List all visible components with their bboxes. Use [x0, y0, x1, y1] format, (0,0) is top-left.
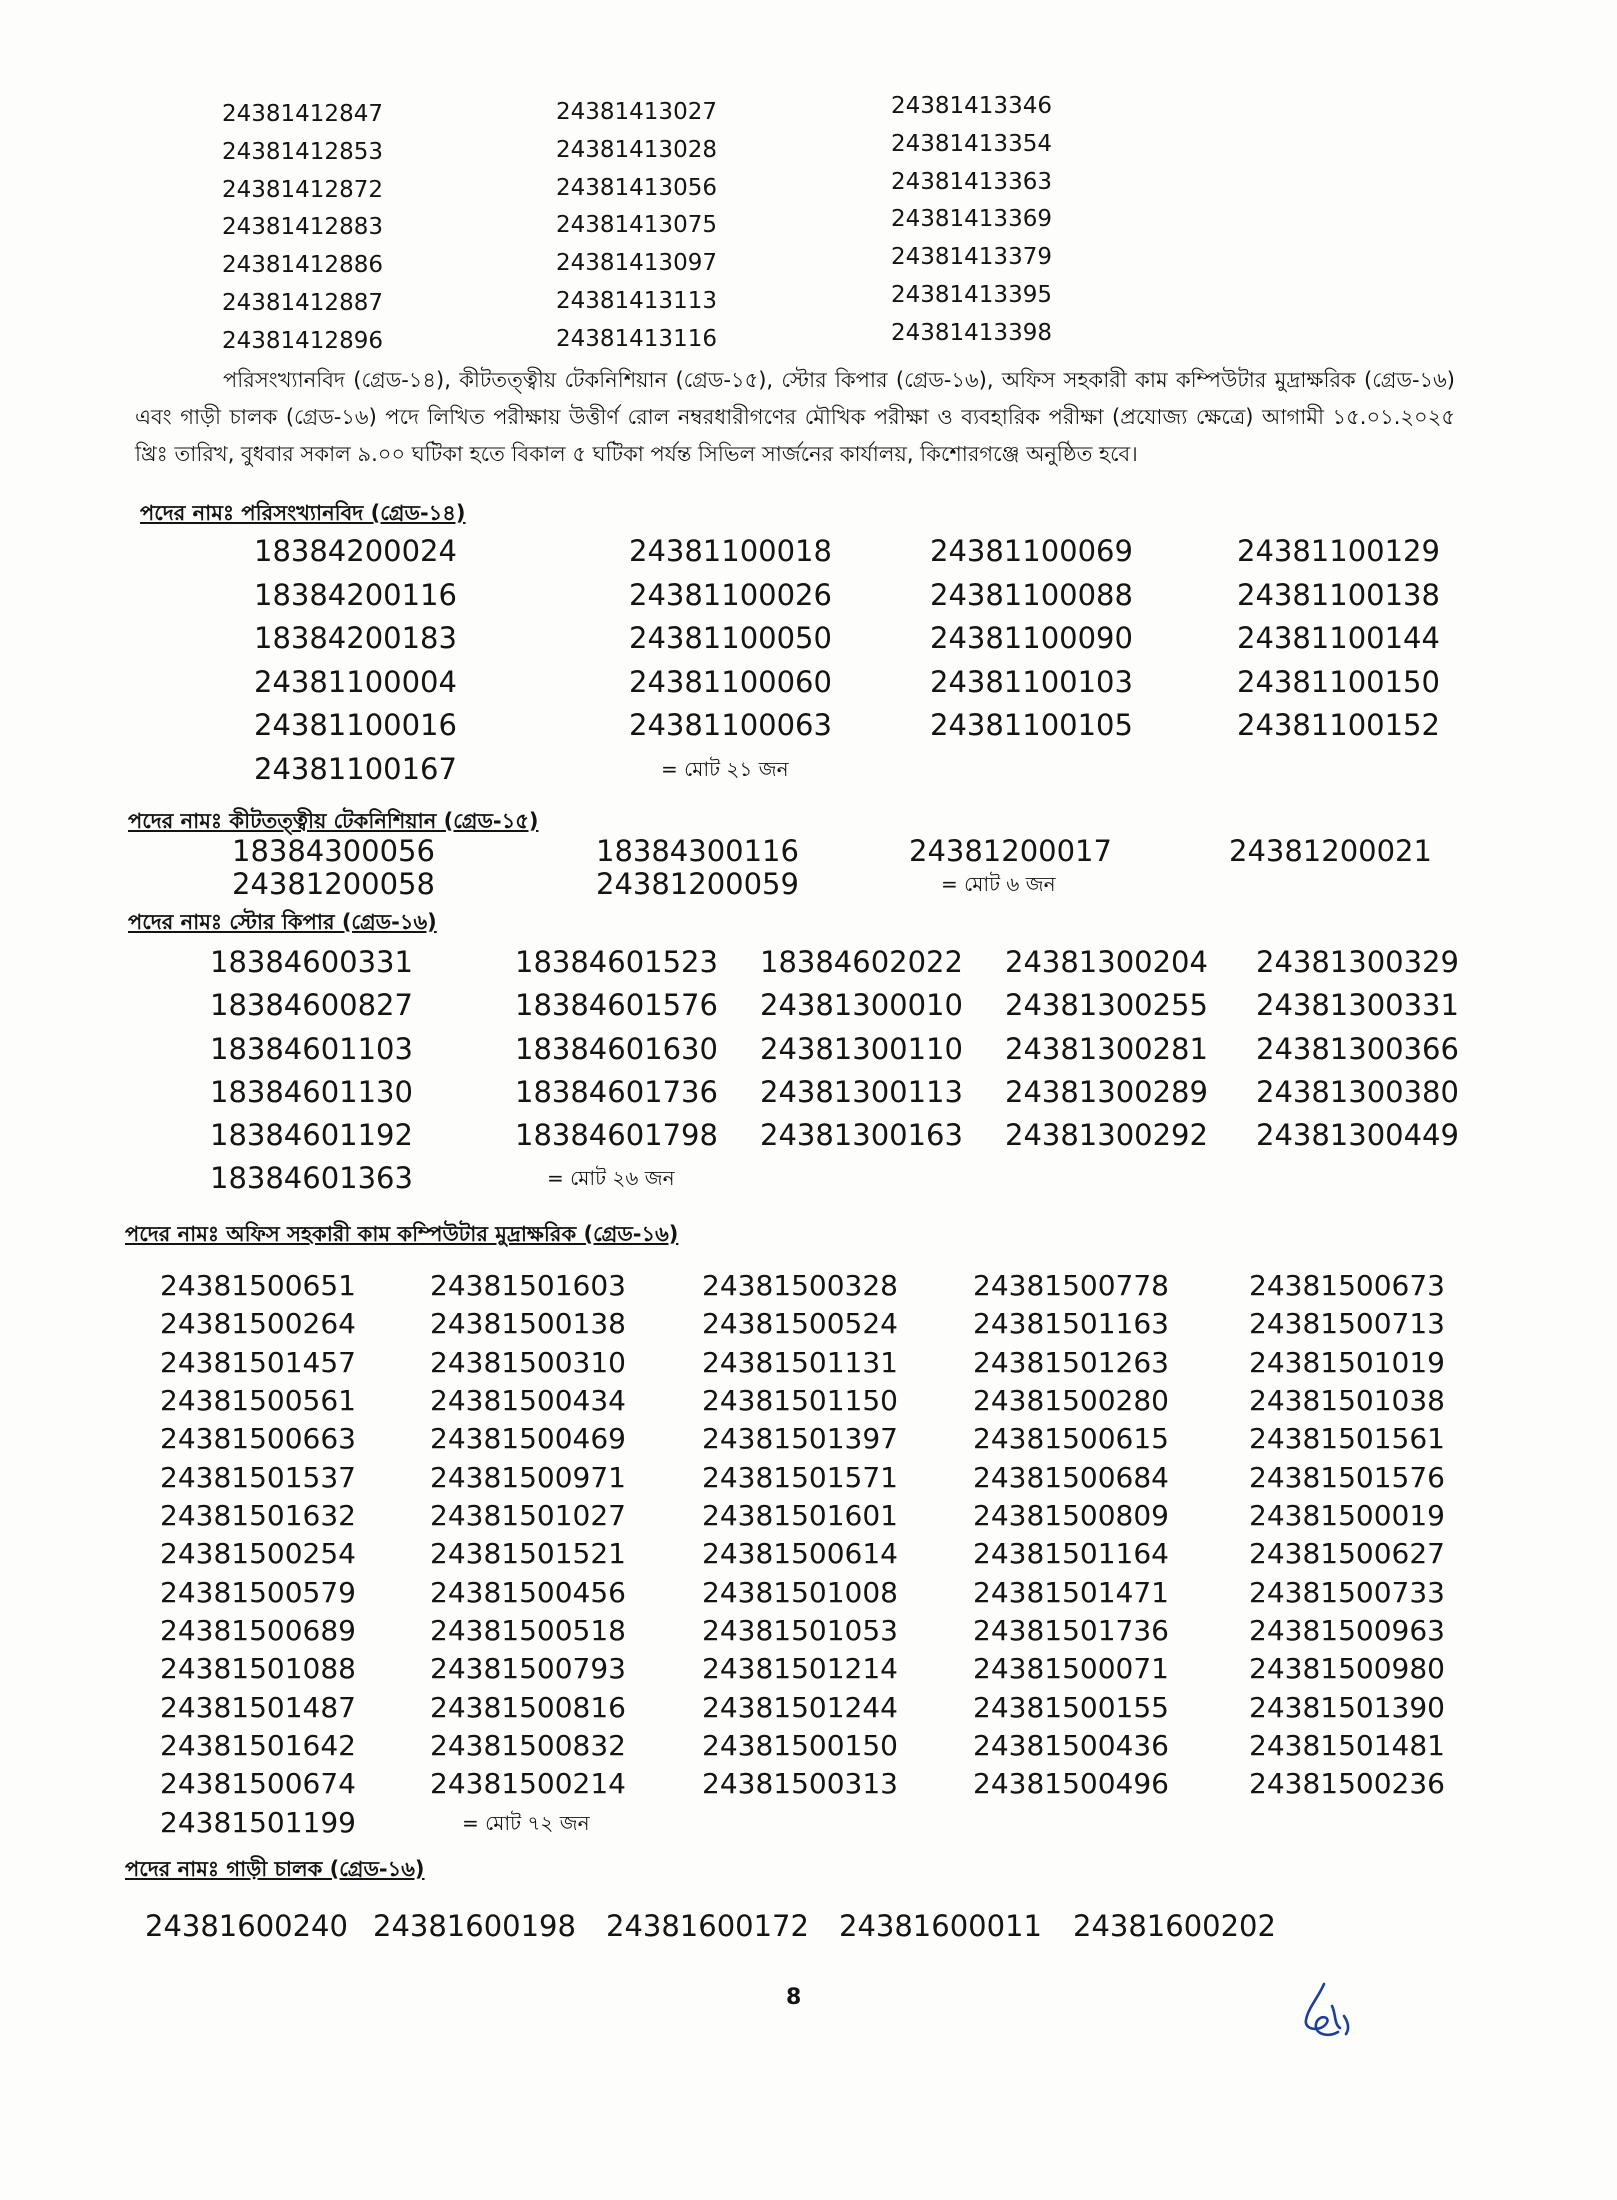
roll-number: 24381100018 [629, 534, 832, 568]
roll-number: 18384200183 [254, 621, 457, 655]
roll-number: 24381501561 [1249, 1422, 1445, 1456]
roll-number: 24381500579 [160, 1575, 356, 1609]
top-roll-column-1 [222, 96, 556, 361]
roll-number: 24381500614 [702, 1537, 898, 1571]
roll-number: 24381500778 [973, 1269, 1169, 1302]
roll-number: 24381100004 [254, 664, 457, 699]
roll-number: 24381501088 [160, 1652, 356, 1686]
roll-number: 24381412883 [222, 214, 383, 241]
roll-number: 24381500436 [973, 1729, 1169, 1763]
roll-number: 24381500328 [702, 1269, 898, 1302]
roll-number: 24381500615 [973, 1422, 1169, 1456]
roll-number: 24381500963 [1249, 1614, 1445, 1648]
top-roll-column-2 [556, 94, 891, 361]
roll-number: 24381500071 [973, 1652, 1169, 1686]
roll-number: 24381500561 [160, 1384, 356, 1418]
roll-number: 24381500673 [1249, 1269, 1445, 1302]
notice-text: পরিসংখ্যানবিদ (গ্রেড-১৪), কীটতত্ত্বীয় টেকনিশিয়ান (গ্রেড-১৫), স্টোর কিপার (গ্রেড-১৬), অফিস সহকারী কাম কম্পিউটার মুদ্রাক্ষরিক (গ্রেড-১৬) এবং গাড়ী চালক (গ্রেড-১৬) পদে লিখিত পরীক্ষায় উত্তীর্ণ রোল নম্বরধারীগণের মৌখিক পরীক্ষা ও ব্যবহারিক পরীক্ষা (প্রযোজ্য ক্ষেত্রে) আগামী ১৫.০১.২০২৫ খ্রিঃ তারিখ, বুধবার সকাল ৯.০০ ঘটিকা হতে বিকাল ৫ ঘটিকা পর্যন্ত সিভিল সার্জনের কার্যালয়, কিশোরগঞ্জে অনুষ্ঠিত হবে। [135, 368, 1455, 466]
roll-number: 24381300331 [1256, 988, 1459, 1023]
roll-number: 24381100144 [1237, 621, 1440, 655]
roll-number: 24381501164 [973, 1537, 1169, 1571]
roll-number: 24381300292 [1005, 1118, 1208, 1153]
roll-number: 24381501571 [702, 1460, 898, 1494]
roll-number: 24381501537 [160, 1460, 356, 1494]
roll-number: 24381100103 [930, 664, 1133, 699]
section-total: = মোট ২১ জন [661, 756, 789, 781]
roll-grid-entomology-technician [232, 835, 1472, 901]
roll-number: 24381501019 [1249, 1345, 1445, 1379]
roll-number: 18384601192 [210, 1118, 413, 1153]
roll-number: 24381200021 [1229, 834, 1432, 868]
roll-number: 24381501632 [160, 1499, 356, 1533]
roll-number: 18384200116 [254, 577, 457, 612]
roll-number: 18384300116 [596, 834, 799, 868]
roll-number: 18384600331 [210, 945, 413, 979]
roll-number: 24381500684 [973, 1460, 1169, 1494]
roll-number: 18384600827 [210, 988, 413, 1023]
page-number: 8 [786, 1985, 802, 2010]
roll-number: 24381412896 [222, 327, 383, 354]
roll-number: 24381412872 [222, 176, 383, 203]
roll-number: 18384200024 [254, 534, 457, 568]
section-total: = মোট ৭২ জন [462, 1810, 590, 1835]
roll-number: 24381500733 [1249, 1575, 1445, 1609]
roll-number: 24381500313 [702, 1767, 898, 1801]
roll-number: 24381413097 [556, 250, 717, 277]
roll-number: 24381413028 [556, 136, 717, 163]
roll-number: 24381413027 [556, 99, 717, 125]
roll-number: 24381300329 [1256, 945, 1459, 979]
roll-number: 24381300281 [1005, 1031, 1208, 1066]
roll-number: 24381501736 [973, 1614, 1169, 1648]
roll-number: 18384601576 [515, 988, 718, 1023]
roll-number: 18384602022 [760, 945, 963, 979]
roll-number: 24381413369 [891, 206, 1052, 233]
roll-number: 24381500980 [1249, 1652, 1445, 1686]
roll-number: 24381500280 [973, 1384, 1169, 1418]
roll-number: 24381100090 [930, 621, 1133, 655]
roll-number: 24381501150 [702, 1384, 898, 1418]
roll-number: 24381500651 [160, 1269, 356, 1302]
roll-grid-driver [145, 1905, 1425, 1947]
roll-number: 24381413346 [891, 93, 1052, 119]
roll-number: 24381600198 [373, 1909, 576, 1943]
roll-number: 24381413379 [891, 244, 1052, 271]
section-total: = মোট ২৬ জন [547, 1166, 675, 1191]
roll-number: 24381500434 [430, 1384, 626, 1418]
roll-number: 24381501038 [1249, 1384, 1445, 1418]
top-roll-column-3 [891, 88, 1122, 361]
roll-number: 24381300449 [1256, 1118, 1459, 1153]
roll-number: 18384300056 [232, 834, 435, 868]
roll-number: 24381600172 [606, 1909, 809, 1943]
roll-number: 24381500138 [430, 1307, 626, 1341]
top-roll-list [222, 93, 1122, 361]
roll-number: 18384601103 [210, 1031, 413, 1066]
roll-number: 24381300289 [1005, 1074, 1208, 1109]
roll-number: 24381200017 [909, 834, 1112, 868]
roll-number: 24381500264 [160, 1307, 356, 1341]
roll-number: 24381500236 [1249, 1767, 1445, 1801]
roll-number: 24381100060 [629, 664, 832, 699]
roll-number: 24381501263 [973, 1345, 1169, 1379]
notice-paragraph [135, 362, 1455, 473]
roll-number: 24381501008 [702, 1575, 898, 1609]
roll-number: 24381413056 [556, 174, 717, 201]
roll-number: 24381501390 [1249, 1690, 1445, 1724]
roll-number: 24381413116 [556, 325, 717, 352]
roll-number: 24381500496 [973, 1767, 1169, 1801]
roll-number: 24381500832 [430, 1729, 626, 1763]
roll-number: 24381300204 [1005, 945, 1208, 979]
roll-number: 24381501244 [702, 1690, 898, 1724]
roll-number: 24381501027 [430, 1499, 626, 1533]
roll-number: 24381501214 [702, 1652, 898, 1686]
roll-number: 24381500469 [430, 1422, 626, 1456]
roll-number: 24381501163 [973, 1307, 1169, 1341]
roll-number: 24381500809 [973, 1499, 1169, 1533]
section-heading-driver: পদের নামঃ গাড়ী চালক (গ্রেড-১৬) [125, 1857, 425, 1881]
roll-number: 24381501471 [973, 1575, 1169, 1609]
roll-number: 24381500816 [430, 1690, 626, 1724]
roll-number: 24381500150 [702, 1729, 898, 1763]
roll-number: 24381100167 [254, 751, 457, 786]
roll-number: 24381501397 [702, 1422, 898, 1456]
handwritten-signature [1298, 1980, 1358, 2044]
roll-number: 24381100129 [1237, 534, 1440, 568]
roll-number: 24381500971 [430, 1460, 626, 1494]
roll-number: 24381501601 [702, 1499, 898, 1533]
roll-number: 24381500524 [702, 1307, 898, 1341]
roll-number: 24381501131 [702, 1345, 898, 1379]
section-total: = মোট ৬ জন [941, 872, 1056, 896]
roll-number: 24381600202 [1073, 1909, 1276, 1943]
roll-number: 24381200058 [232, 867, 435, 901]
roll-number: 18384601130 [210, 1074, 413, 1109]
roll-number: 24381501642 [160, 1729, 356, 1763]
roll-number: 24381501487 [160, 1690, 356, 1724]
roll-number: 18384601523 [515, 945, 718, 979]
roll-number: 24381300010 [760, 988, 963, 1023]
roll-grid-store-keeper [210, 941, 1480, 1201]
roll-number: 24381100026 [629, 577, 832, 612]
roll-number: 24381500456 [430, 1575, 626, 1609]
roll-number: 24381500713 [1249, 1307, 1445, 1341]
roll-number: 24381500214 [430, 1767, 626, 1801]
roll-number: 24381300113 [760, 1074, 963, 1109]
roll-number: 18384601736 [515, 1074, 718, 1109]
roll-number: 24381100088 [930, 577, 1133, 612]
roll-number: 24381500310 [430, 1345, 626, 1379]
roll-number: 24381100016 [254, 708, 457, 742]
roll-number: 24381500019 [1249, 1499, 1445, 1533]
roll-number: 24381500793 [430, 1652, 626, 1686]
roll-number: 24381100105 [930, 708, 1133, 742]
roll-number: 24381501481 [1249, 1729, 1445, 1763]
roll-number: 24381412847 [222, 101, 383, 127]
roll-number: 24381600240 [145, 1909, 348, 1943]
roll-number: 24381501199 [160, 1805, 356, 1839]
roll-number: 24381413395 [891, 281, 1052, 308]
roll-number: 24381300163 [760, 1118, 963, 1153]
roll-number: 24381412853 [222, 138, 383, 165]
roll-number: 24381100050 [629, 621, 832, 655]
roll-number: 18384601363 [210, 1161, 413, 1196]
roll-number: 24381300366 [1256, 1031, 1459, 1066]
roll-number: 24381500155 [973, 1690, 1169, 1724]
roll-number: 24381100152 [1237, 708, 1440, 742]
roll-number: 24381501576 [1249, 1460, 1445, 1494]
roll-number: 24381500518 [430, 1614, 626, 1648]
section-heading-statistician: পদের নামঃ পরিসংখ্যানবিদ (গ্রেড-১৪) [140, 501, 466, 525]
roll-number: 24381413398 [891, 319, 1052, 346]
roll-number: 24381413075 [556, 212, 717, 239]
roll-number: 24381501053 [702, 1614, 898, 1648]
roll-number: 24381500663 [160, 1422, 356, 1456]
roll-number: 24381413113 [556, 287, 717, 314]
roll-number: 24381300380 [1256, 1074, 1459, 1109]
roll-number: 24381412887 [222, 289, 383, 316]
roll-number: 18384601630 [515, 1031, 718, 1066]
section-heading-store-keeper: পদের নামঃ স্টোর কিপার (গ্রেড-১৬) [128, 910, 437, 934]
roll-number: 24381413363 [891, 168, 1052, 195]
roll-number: 24381501603 [430, 1269, 626, 1302]
roll-number: 24381100150 [1237, 664, 1440, 699]
section-heading-entomology-technician: পদের নামঃ কীটতত্ত্বীয় টেকনিশিয়ান (গ্রেড-১৫) [128, 809, 539, 833]
roll-number: 24381100138 [1237, 577, 1440, 612]
roll-number: 24381500689 [160, 1614, 356, 1648]
roll-number: 24381500674 [160, 1767, 356, 1801]
roll-number: 24381300255 [1005, 988, 1208, 1023]
roll-grid-office-assistant [160, 1267, 1480, 1842]
roll-number: 24381501521 [430, 1537, 626, 1571]
roll-number: 24381501457 [160, 1345, 356, 1379]
roll-number: 24381500254 [160, 1537, 356, 1571]
roll-number: 24381300110 [760, 1031, 963, 1066]
roll-number: 24381413354 [891, 130, 1052, 157]
roll-number: 24381412886 [222, 252, 383, 279]
roll-number: 24381100063 [629, 708, 832, 742]
roll-number: 24381500627 [1249, 1537, 1445, 1571]
roll-number: 24381200059 [596, 867, 799, 901]
roll-number: 24381100069 [930, 534, 1133, 568]
roll-number: 18384601798 [515, 1118, 718, 1153]
roll-grid-statistician [254, 530, 1494, 791]
section-heading-office-assistant: পদের নামঃ অফিস সহকারী কাম কম্পিউটার মুদ্রাক্ষরিক (গ্রেড-১৬) [125, 1222, 679, 1246]
roll-number: 24381600011 [839, 1909, 1042, 1943]
